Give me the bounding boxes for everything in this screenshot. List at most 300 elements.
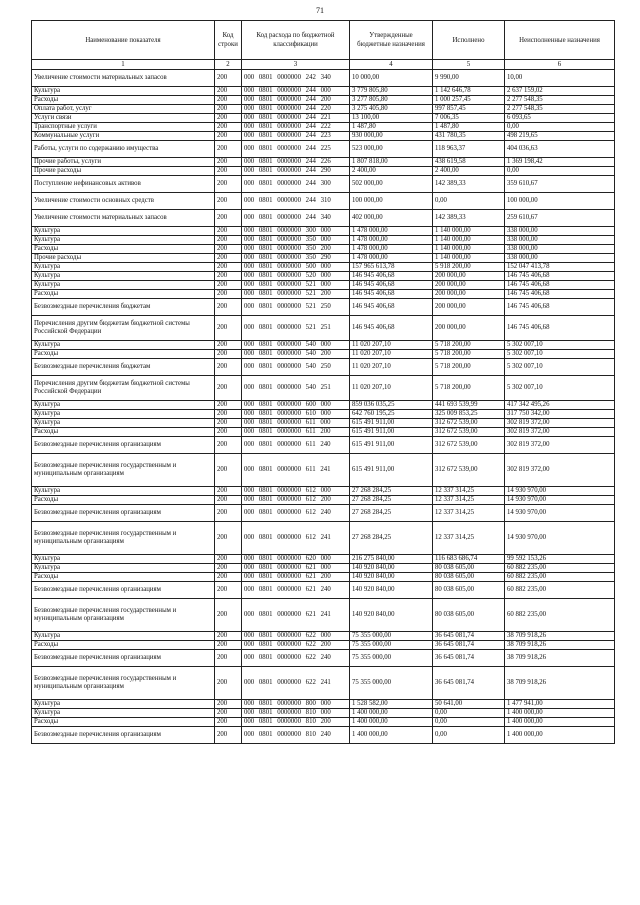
table-row xyxy=(32,132,615,141)
row-unexecuted: 1 400 000,00 xyxy=(505,718,615,727)
row-unexecuted: 2 637 159,02 xyxy=(505,87,615,96)
row-line-code: 200 xyxy=(215,650,242,667)
row-budget-code: 000 0801 0000000 622 000 xyxy=(242,632,350,641)
row-line-code: 200 xyxy=(215,272,242,281)
row-unexecuted: 14 930 970,00 xyxy=(505,487,615,496)
row-name: Безвозмездные перечисления бюджетам xyxy=(32,299,215,316)
row-name: Безвозмездные перечисления организациям xyxy=(32,727,215,744)
table-row xyxy=(32,454,615,487)
table-row xyxy=(32,641,615,650)
table-row xyxy=(32,419,615,428)
row-executed: 200 000,00 xyxy=(433,290,505,299)
row-name: Безвозмездные перечисления бюджетам xyxy=(32,359,215,376)
row-budget-code: 000 0801 0000000 621 241 xyxy=(242,599,350,632)
table-row xyxy=(32,123,615,132)
row-executed: 36 645 081,74 xyxy=(433,650,505,667)
row-budget-code: 000 0801 0000000 350 000 xyxy=(242,236,350,245)
table-row xyxy=(32,114,615,123)
row-executed: 312 672 539,00 xyxy=(433,437,505,454)
table-row xyxy=(32,350,615,359)
row-approved: 75 355 000,00 xyxy=(350,667,433,700)
row-approved: 146 945 406,68 xyxy=(350,281,433,290)
row-budget-code: 000 0801 0000000 244 310 xyxy=(242,193,350,210)
row-line-code: 200 xyxy=(215,437,242,454)
row-executed: 36 645 081,74 xyxy=(433,667,505,700)
table-row xyxy=(32,236,615,245)
row-unexecuted: 302 819 372,00 xyxy=(505,428,615,437)
table-row xyxy=(32,428,615,437)
row-line-code: 200 xyxy=(215,236,242,245)
table-header-row xyxy=(32,21,615,60)
row-budget-code: 000 0801 0000000 540 250 xyxy=(242,359,350,376)
row-executed: 0,00 xyxy=(433,718,505,727)
row-approved: 13 100,00 xyxy=(350,114,433,123)
row-line-code: 200 xyxy=(215,227,242,236)
row-executed: 5 918 200,00 xyxy=(433,263,505,272)
row-budget-code: 000 0801 0000000 242 340 xyxy=(242,70,350,87)
row-executed: 200 000,00 xyxy=(433,299,505,316)
header-unexecuted: Неисполненные назначения xyxy=(505,21,615,60)
row-executed: 1 140 000,00 xyxy=(433,245,505,254)
row-name: Расходы xyxy=(32,718,215,727)
row-name: Прочие расходы xyxy=(32,254,215,263)
row-approved: 3 277 805,80 xyxy=(350,96,433,105)
row-approved: 146 945 406,68 xyxy=(350,272,433,281)
row-unexecuted: 60 882 235,00 xyxy=(505,599,615,632)
row-budget-code: 000 0801 0000000 612 000 xyxy=(242,487,350,496)
row-name: Расходы xyxy=(32,290,215,299)
row-name: Расходы xyxy=(32,573,215,582)
table-row xyxy=(32,227,615,236)
row-budget-code: 000 0801 0000000 611 241 xyxy=(242,454,350,487)
row-line-code: 200 xyxy=(215,700,242,709)
row-approved: 75 355 000,00 xyxy=(350,632,433,641)
table-row xyxy=(32,70,615,87)
table-row xyxy=(32,709,615,718)
row-approved: 140 920 840,00 xyxy=(350,573,433,582)
row-executed: 80 038 605,00 xyxy=(433,582,505,599)
row-approved: 140 920 840,00 xyxy=(350,599,433,632)
row-unexecuted: 38 709 918,26 xyxy=(505,641,615,650)
table-row xyxy=(32,599,615,632)
row-name: Безвозмездные перечисления государственным и муниципальным организациям xyxy=(32,599,215,632)
table-row xyxy=(32,290,615,299)
row-line-code: 200 xyxy=(215,341,242,350)
row-approved: 615 491 911,00 xyxy=(350,454,433,487)
row-name: Прочие работы, услуги xyxy=(32,158,215,167)
table-row xyxy=(32,564,615,573)
row-executed: 7 006,35 xyxy=(433,114,505,123)
row-approved: 615 491 911,00 xyxy=(350,437,433,454)
row-name: Культура xyxy=(32,87,215,96)
row-approved: 1 478 000,00 xyxy=(350,236,433,245)
row-unexecuted: 338 000,00 xyxy=(505,245,615,254)
row-budget-code: 000 0801 0000000 521 251 xyxy=(242,316,350,341)
row-executed: 1 487,80 xyxy=(433,123,505,132)
column-number: 5 xyxy=(433,60,505,70)
row-unexecuted: 152 047 413,78 xyxy=(505,263,615,272)
row-executed: 200 000,00 xyxy=(433,272,505,281)
row-line-code: 200 xyxy=(215,359,242,376)
row-line-code: 200 xyxy=(215,410,242,419)
row-line-code: 200 xyxy=(215,667,242,700)
row-executed: 80 038 605,00 xyxy=(433,599,505,632)
row-unexecuted: 338 000,00 xyxy=(505,227,615,236)
table-row xyxy=(32,193,615,210)
row-unexecuted: 359 610,67 xyxy=(505,176,615,193)
row-budget-code: 000 0801 0000000 350 200 xyxy=(242,245,350,254)
row-approved: 1 400 000,00 xyxy=(350,709,433,718)
row-approved: 3 275 405,80 xyxy=(350,105,433,114)
column-number: 2 xyxy=(215,60,242,70)
table-row xyxy=(32,87,615,96)
row-line-code: 200 xyxy=(215,376,242,401)
row-budget-code: 000 0801 0000000 521 250 xyxy=(242,299,350,316)
column-number: 4 xyxy=(350,60,433,70)
row-name: Культура xyxy=(32,487,215,496)
row-budget-code: 000 0801 0000000 521 200 xyxy=(242,290,350,299)
row-name: Культура xyxy=(32,236,215,245)
header-line-code: Код строки xyxy=(215,21,242,60)
row-approved: 146 945 406,68 xyxy=(350,316,433,341)
row-name: Культура xyxy=(32,709,215,718)
row-approved: 146 945 406,68 xyxy=(350,299,433,316)
row-name: Услуги связи xyxy=(32,114,215,123)
row-line-code: 200 xyxy=(215,350,242,359)
table-row xyxy=(32,254,615,263)
row-unexecuted: 38 709 918,26 xyxy=(505,632,615,641)
row-unexecuted: 338 000,00 xyxy=(505,236,615,245)
header-approved: Утвержденные бюджетные назначения xyxy=(350,21,433,60)
column-number: 6 xyxy=(505,60,615,70)
row-line-code: 200 xyxy=(215,641,242,650)
row-line-code: 200 xyxy=(215,70,242,87)
row-executed: 142 389,33 xyxy=(433,176,505,193)
row-name: Безвозмездные перечисления организациям xyxy=(32,437,215,454)
row-approved: 615 491 911,00 xyxy=(350,419,433,428)
row-unexecuted: 146 745 406,68 xyxy=(505,290,615,299)
row-name: Безвозмездные перечисления организациям xyxy=(32,505,215,522)
row-line-code: 200 xyxy=(215,114,242,123)
table-row xyxy=(32,341,615,350)
table-body xyxy=(32,70,615,744)
row-name: Увеличение стоимости материальных запасов xyxy=(32,210,215,227)
table-row xyxy=(32,141,615,158)
row-line-code: 200 xyxy=(215,632,242,641)
row-budget-code: 000 0801 0000000 612 240 xyxy=(242,505,350,522)
row-name: Культура xyxy=(32,410,215,419)
row-approved: 27 268 284,25 xyxy=(350,487,433,496)
row-line-code: 200 xyxy=(215,428,242,437)
row-budget-code: 000 0801 0000000 621 000 xyxy=(242,564,350,573)
row-approved: 523 000,00 xyxy=(350,141,433,158)
row-line-code: 200 xyxy=(215,290,242,299)
row-unexecuted: 417 342 495,26 xyxy=(505,401,615,410)
row-approved: 157 965 613,78 xyxy=(350,263,433,272)
row-approved: 100 000,00 xyxy=(350,193,433,210)
row-unexecuted: 5 302 007,10 xyxy=(505,359,615,376)
row-executed: 12 337 314,25 xyxy=(433,522,505,555)
row-line-code: 200 xyxy=(215,132,242,141)
row-budget-code: 000 0801 0000000 244 222 xyxy=(242,123,350,132)
row-budget-code: 000 0801 0000000 810 240 xyxy=(242,727,350,744)
table-row xyxy=(32,299,615,316)
row-approved: 11 020 207,10 xyxy=(350,350,433,359)
row-unexecuted: 146 745 406,68 xyxy=(505,281,615,290)
row-budget-code: 000 0801 0000000 800 000 xyxy=(242,700,350,709)
row-line-code: 200 xyxy=(215,281,242,290)
row-unexecuted: 14 930 970,00 xyxy=(505,505,615,522)
row-executed: 5 718 200,00 xyxy=(433,350,505,359)
row-budget-code: 000 0801 0000000 300 000 xyxy=(242,227,350,236)
row-unexecuted: 498 219,65 xyxy=(505,132,615,141)
row-unexecuted: 1 369 198,42 xyxy=(505,158,615,167)
table-row xyxy=(32,437,615,454)
table-row xyxy=(32,700,615,709)
row-approved: 1 478 000,00 xyxy=(350,254,433,263)
row-budget-code: 000 0801 0000000 500 000 xyxy=(242,263,350,272)
row-executed: 118 963,37 xyxy=(433,141,505,158)
row-line-code: 200 xyxy=(215,141,242,158)
row-name: Культура xyxy=(32,632,215,641)
row-line-code: 200 xyxy=(215,105,242,114)
row-name: Перечисления другим бюджетам бюджетной системы Российской Федерации xyxy=(32,376,215,401)
row-approved: 11 020 207,10 xyxy=(350,359,433,376)
row-executed: 36 645 081,74 xyxy=(433,632,505,641)
row-budget-code: 000 0801 0000000 600 000 xyxy=(242,401,350,410)
row-approved: 27 268 284,25 xyxy=(350,522,433,555)
row-budget-code: 000 0801 0000000 622 241 xyxy=(242,667,350,700)
row-unexecuted: 60 882 235,00 xyxy=(505,582,615,599)
row-unexecuted: 60 882 235,00 xyxy=(505,564,615,573)
row-executed: 1 140 000,00 xyxy=(433,254,505,263)
row-unexecuted: 1 477 941,00 xyxy=(505,700,615,709)
table-row xyxy=(32,96,615,105)
row-line-code: 200 xyxy=(215,573,242,582)
row-unexecuted: 5 302 007,10 xyxy=(505,350,615,359)
row-executed: 438 619,58 xyxy=(433,158,505,167)
row-name: Культура xyxy=(32,272,215,281)
header-executed: Исполнено xyxy=(433,21,505,60)
row-unexecuted: 2 277 548,35 xyxy=(505,96,615,105)
table-row xyxy=(32,158,615,167)
row-line-code: 200 xyxy=(215,727,242,744)
row-line-code: 200 xyxy=(215,316,242,341)
row-line-code: 200 xyxy=(215,96,242,105)
table-row xyxy=(32,263,615,272)
row-unexecuted: 99 592 153,26 xyxy=(505,555,615,564)
budget-report-table xyxy=(31,20,615,744)
row-executed: 12 337 314,25 xyxy=(433,505,505,522)
row-executed: 12 337 314,25 xyxy=(433,487,505,496)
row-approved: 402 000,00 xyxy=(350,210,433,227)
row-executed: 0,00 xyxy=(433,727,505,744)
row-line-code: 200 xyxy=(215,709,242,718)
row-unexecuted: 338 000,00 xyxy=(505,254,615,263)
row-budget-code: 000 0801 0000000 244 300 xyxy=(242,176,350,193)
row-approved: 1 478 000,00 xyxy=(350,245,433,254)
row-executed: 312 672 539,00 xyxy=(433,419,505,428)
row-approved: 3 779 805,80 xyxy=(350,87,433,96)
row-unexecuted: 14 930 970,00 xyxy=(505,496,615,505)
row-unexecuted: 60 882 235,00 xyxy=(505,573,615,582)
row-name: Расходы xyxy=(32,350,215,359)
row-budget-code: 000 0801 0000000 244 223 xyxy=(242,132,350,141)
row-executed: 5 718 200,00 xyxy=(433,359,505,376)
row-executed: 325 009 853,25 xyxy=(433,410,505,419)
row-line-code: 200 xyxy=(215,419,242,428)
row-name: Культура xyxy=(32,419,215,428)
row-line-code: 200 xyxy=(215,158,242,167)
row-unexecuted: 6 093,65 xyxy=(505,114,615,123)
row-executed: 200 000,00 xyxy=(433,316,505,341)
row-unexecuted: 302 819 372,00 xyxy=(505,454,615,487)
row-approved: 1 487,80 xyxy=(350,123,433,132)
row-unexecuted: 5 302 007,10 xyxy=(505,341,615,350)
row-name: Коммунальные услуги xyxy=(32,132,215,141)
row-executed: 1 142 646,78 xyxy=(433,87,505,96)
row-line-code: 200 xyxy=(215,167,242,176)
row-unexecuted: 146 745 406,68 xyxy=(505,316,615,341)
row-budget-code: 000 0801 0000000 520 000 xyxy=(242,272,350,281)
row-unexecuted: 404 036,63 xyxy=(505,141,615,158)
row-executed: 200 000,00 xyxy=(433,281,505,290)
row-name: Оплата работ, услуг xyxy=(32,105,215,114)
row-approved: 1 400 000,00 xyxy=(350,727,433,744)
row-name: Работы, услуги по содержанию имущества xyxy=(32,141,215,158)
row-budget-code: 000 0801 0000000 244 226 xyxy=(242,158,350,167)
row-approved: 502 000,00 xyxy=(350,176,433,193)
row-executed: 5 718 200,00 xyxy=(433,341,505,350)
row-line-code: 200 xyxy=(215,210,242,227)
row-unexecuted: 146 745 406,68 xyxy=(505,272,615,281)
row-approved: 930 000,00 xyxy=(350,132,433,141)
row-executed: 312 672 539,00 xyxy=(433,454,505,487)
row-unexecuted: 2 277 548,35 xyxy=(505,105,615,114)
row-executed: 12 337 314,25 xyxy=(433,496,505,505)
row-line-code: 200 xyxy=(215,176,242,193)
row-line-code: 200 xyxy=(215,87,242,96)
row-line-code: 200 xyxy=(215,564,242,573)
row-approved: 27 268 284,25 xyxy=(350,496,433,505)
row-name: Транспортные услуги xyxy=(32,123,215,132)
row-approved: 1 400 000,00 xyxy=(350,718,433,727)
row-line-code: 200 xyxy=(215,599,242,632)
row-approved: 216 275 840,00 xyxy=(350,555,433,564)
table-row xyxy=(32,573,615,582)
row-budget-code: 000 0801 0000000 244 290 xyxy=(242,167,350,176)
header-budget-code: Код расхода по бюджетной классификации xyxy=(242,21,350,60)
row-approved: 146 945 406,68 xyxy=(350,290,433,299)
row-line-code: 200 xyxy=(215,245,242,254)
row-budget-code: 000 0801 0000000 244 200 xyxy=(242,96,350,105)
row-budget-code: 000 0801 0000000 244 000 xyxy=(242,87,350,96)
row-unexecuted: 0,00 xyxy=(505,123,615,132)
row-approved: 615 491 911,00 xyxy=(350,428,433,437)
row-approved: 10 000,00 xyxy=(350,70,433,87)
row-budget-code: 000 0801 0000000 611 000 xyxy=(242,419,350,428)
row-line-code: 200 xyxy=(215,254,242,263)
row-name: Увеличение стоимости основных средств xyxy=(32,193,215,210)
table-row xyxy=(32,522,615,555)
row-executed: 0,00 xyxy=(433,709,505,718)
row-approved: 27 268 284,25 xyxy=(350,505,433,522)
row-budget-code: 000 0801 0000000 810 000 xyxy=(242,709,350,718)
row-budget-code: 000 0801 0000000 540 200 xyxy=(242,350,350,359)
row-budget-code: 000 0801 0000000 621 200 xyxy=(242,573,350,582)
row-budget-code: 000 0801 0000000 540 251 xyxy=(242,376,350,401)
row-unexecuted: 5 302 007,10 xyxy=(505,376,615,401)
row-budget-code: 000 0801 0000000 244 225 xyxy=(242,141,350,158)
row-line-code: 200 xyxy=(215,487,242,496)
table-row xyxy=(32,359,615,376)
row-executed: 312 672 539,00 xyxy=(433,428,505,437)
table-row xyxy=(32,176,615,193)
row-executed: 36 645 081,74 xyxy=(433,641,505,650)
table-row xyxy=(32,718,615,727)
table-row xyxy=(32,316,615,341)
row-budget-code: 000 0801 0000000 244 340 xyxy=(242,210,350,227)
row-budget-code: 000 0801 0000000 621 240 xyxy=(242,582,350,599)
row-budget-code: 000 0801 0000000 611 240 xyxy=(242,437,350,454)
row-name: Безвозмездные перечисления государственным и муниципальным организациям xyxy=(32,454,215,487)
row-line-code: 200 xyxy=(215,505,242,522)
row-budget-code: 000 0801 0000000 612 241 xyxy=(242,522,350,555)
row-executed: 431 780,35 xyxy=(433,132,505,141)
table-row xyxy=(32,410,615,419)
row-unexecuted: 146 745 406,68 xyxy=(505,299,615,316)
row-approved: 1 528 582,00 xyxy=(350,700,433,709)
row-budget-code: 000 0801 0000000 350 290 xyxy=(242,254,350,263)
row-unexecuted: 259 610,67 xyxy=(505,210,615,227)
table-row xyxy=(32,272,615,281)
row-executed: 1 000 257,45 xyxy=(433,96,505,105)
row-unexecuted: 38 709 918,26 xyxy=(505,667,615,700)
table-row xyxy=(32,401,615,410)
table-row xyxy=(32,505,615,522)
table-row xyxy=(32,496,615,505)
row-name: Расходы xyxy=(32,428,215,437)
row-approved: 140 920 840,00 xyxy=(350,582,433,599)
row-name: Культура xyxy=(32,227,215,236)
row-unexecuted: 14 930 970,00 xyxy=(505,522,615,555)
row-line-code: 200 xyxy=(215,718,242,727)
row-name: Расходы xyxy=(32,641,215,650)
row-name: Безвозмездные перечисления организациям xyxy=(32,650,215,667)
row-executed: 50 641,00 xyxy=(433,700,505,709)
row-unexecuted: 302 819 372,00 xyxy=(505,419,615,428)
row-budget-code: 000 0801 0000000 244 221 xyxy=(242,114,350,123)
row-executed: 2 400,00 xyxy=(433,167,505,176)
column-numbers-row xyxy=(32,60,615,70)
row-line-code: 200 xyxy=(215,454,242,487)
row-executed: 1 140 000,00 xyxy=(433,236,505,245)
row-unexecuted: 38 709 918,26 xyxy=(505,650,615,667)
row-unexecuted: 1 400 000,00 xyxy=(505,709,615,718)
row-name: Культура xyxy=(32,700,215,709)
row-unexecuted: 317 750 342,00 xyxy=(505,410,615,419)
table-row xyxy=(32,632,615,641)
row-approved: 11 020 207,10 xyxy=(350,341,433,350)
row-name: Культура xyxy=(32,341,215,350)
row-name: Безвозмездные перечисления государственным и муниципальным организациям xyxy=(32,522,215,555)
row-name: Увеличение стоимости материальных запасов xyxy=(32,70,215,87)
row-line-code: 200 xyxy=(215,123,242,132)
row-executed: 441 693 539,99 xyxy=(433,401,505,410)
row-approved: 75 355 000,00 xyxy=(350,641,433,650)
row-budget-code: 000 0801 0000000 622 240 xyxy=(242,650,350,667)
row-executed: 1 140 000,00 xyxy=(433,227,505,236)
